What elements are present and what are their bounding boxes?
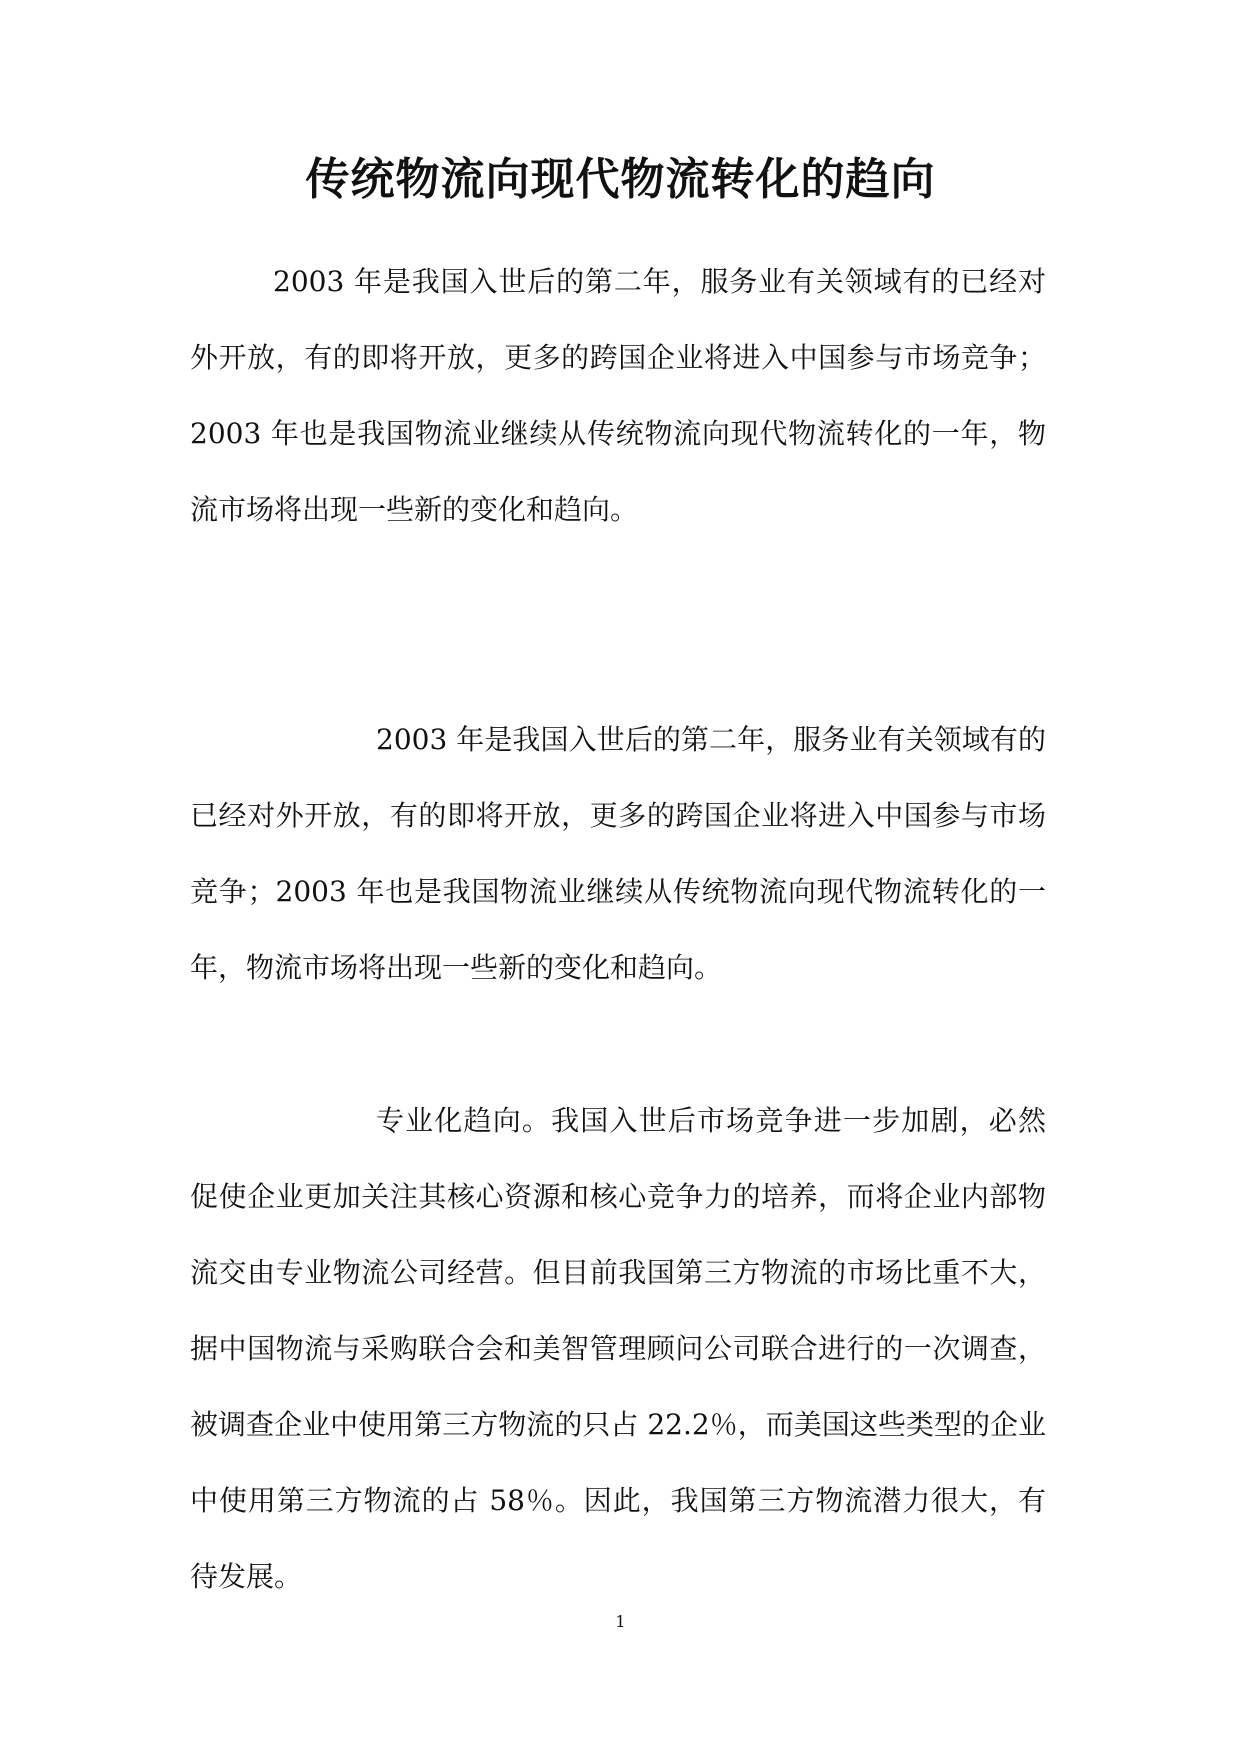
paragraph-2: 2003 年是我国入世后的第二年，服务业有关领域有的已经对外开放，有的即将开放，更多的跨国企业将进入中国参与市场竞争；2003 年也是我国物流业继续从传统物流向现代物流转化的一年，物流市场将出现一些新的变化和趋向。 bbox=[190, 723, 1046, 984]
paragraph-3: 专业化趋向。我国入世后市场竞争进一步加剧，必然促使企业更加关注其核心资源和核心竞争力的培养，而将企业内部物流交由专业物流公司经营。但目前我国第三方物流的市场比重不大，据中国物流与采购联合会和美智管理顾问公司联合进行的一次调查，被调查企业中使用第三方物流的只占 22.2％，而美国这些类型的企业中使用第三方物流的占 58％。因此，我国第三方物流潜力很大，有待发展。 bbox=[190, 1104, 1046, 1593]
document-title: 传统物流向现代物流转化的趋向 bbox=[305, 154, 936, 205]
page-number: 1 bbox=[615, 1612, 626, 1631]
paragraph-1: 2003 年是我国入世后的第二年，服务业有关领域有的已经对外开放，有的即将开放，更多的跨国企业将进入中国参与市场竞争；2003 年也是我国物流业继续从传统物流向现代物流转化的一年，物流市场将出现一些新的变化和趋向。 bbox=[190, 265, 1046, 526]
